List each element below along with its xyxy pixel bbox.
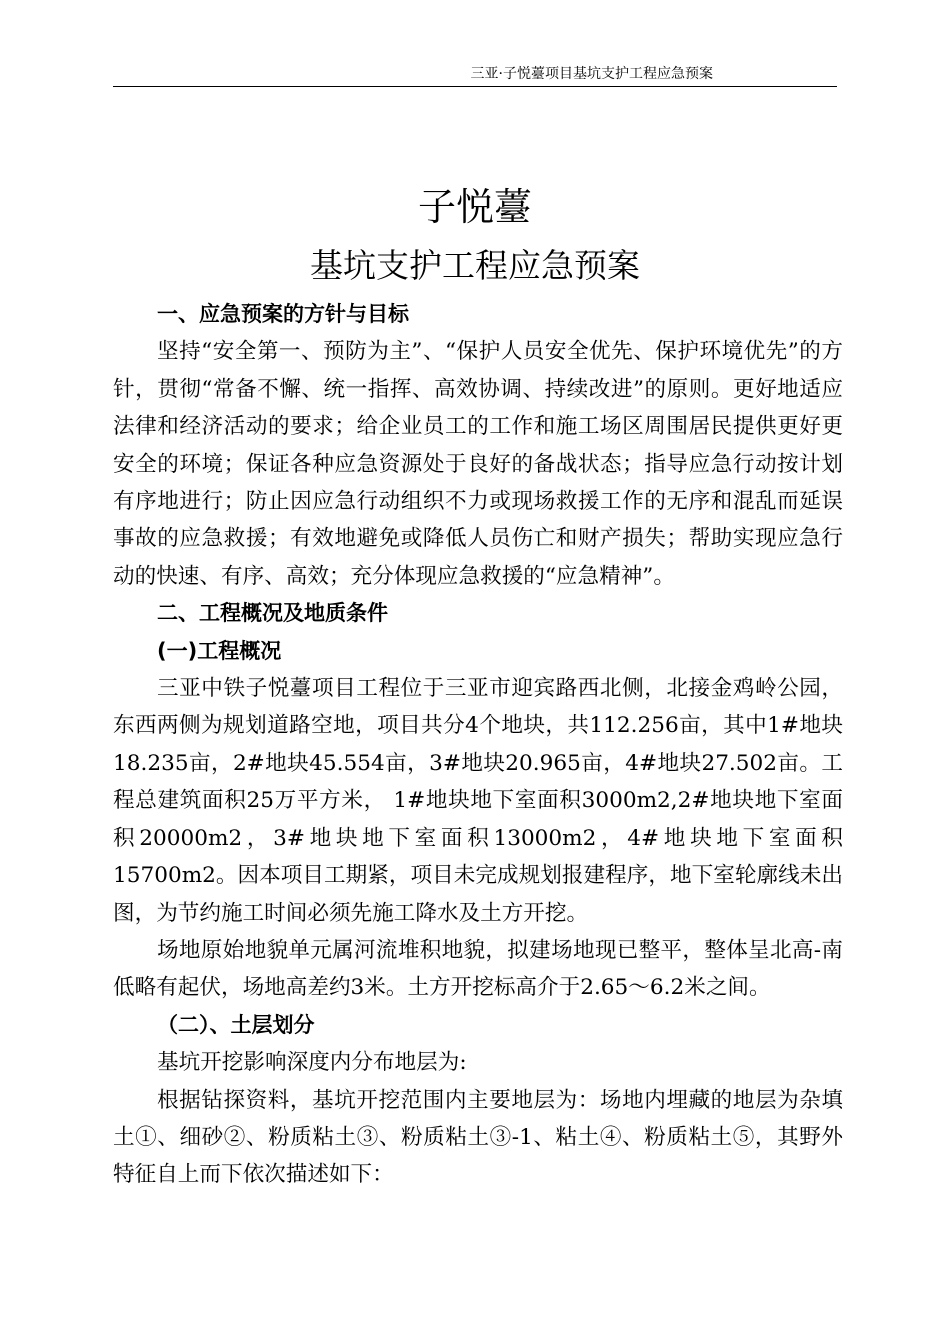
section-heading-1: 一、应急预案的方针与目标 [157, 302, 409, 326]
document-title: 子悦薹 [417, 185, 532, 229]
soil-layers-paragraph-1: 基坑开挖影响深度内分布地层为: [157, 1050, 467, 1076]
header-title: 三亚·子悦薹项目基坑支护工程应急预案 [470, 66, 713, 82]
subsection-heading-soil-layers: （二）、土层划分 [157, 1012, 315, 1037]
document-body [113, 296, 843, 1194]
project-overview-paragraph-1: 三亚中铁子悦薹项目工程位于三亚市迎宾路西北侧，北接金鸡岭公园，东西两侧为规划道路空地，项目共分4个地块，共112.256亩，其中1#地块18.235亩，2#地块45.554亩，3#地块20.965亩，4#地块27.502亩。工程总建筑面积25万平方米， 1#地块地下室面积3000m2,2#地块地下室面积20000m2，3#地块地下室面积13000m2，4#地块地下室面积15700m2。因本项目工期紧，项目未完成规划报建程序，地下室轮廓线未出图，为节约施工时间必须先施工降水及土方开挖。 [113, 676, 843, 926]
project-overview-paragraph-2: 场地原始地貌单元属河流堆积地貌，拟建场地现已整平，整体呈北高-南低略有起伏，场地高差约3米。土方开挖标高介于2.65～6.2米之间。 [113, 937, 843, 1001]
section-1-paragraph: 坚持“安全第一、预防为主”、“保护人员安全优先、保护环境优先”的方针，贯彻“常备不懈、统一指挥、高效协调、持续改进”的原则。更好地适应法律和经济活动的要求；给企业员工的工作和施工场区周围居民提供更好更安全的环境；保证各种应急资源处于良好的备战状态；指导应急行动按计划有序地进行；防止因应急行动组织不力或现场救援工作的无序和混乱而延误事故的应急救援；有效地避免或降低人员伤亡和财产损失；帮助实现应急行动的快速、有序、高效；充分体现应急救援的“应急精神”。 [113, 339, 843, 589]
section-heading-2: 二、工程概况及地质条件 [157, 601, 388, 626]
document-subtitle: 基坑支护工程应急预案 [310, 246, 640, 285]
soil-layers-paragraph-2: 根据钻探资料，基坑开挖范围内主要地层为：场地内埋藏的地层为杂填土①、细砂②、粉质粘土③、粉质粘土③-1、粘土④、粉质粘土⑤，其野外特征自上而下依次描述如下： [113, 1087, 843, 1188]
page-header [113, 66, 837, 87]
subsection-heading-project-overview: (一)工程概况 [157, 638, 282, 663]
